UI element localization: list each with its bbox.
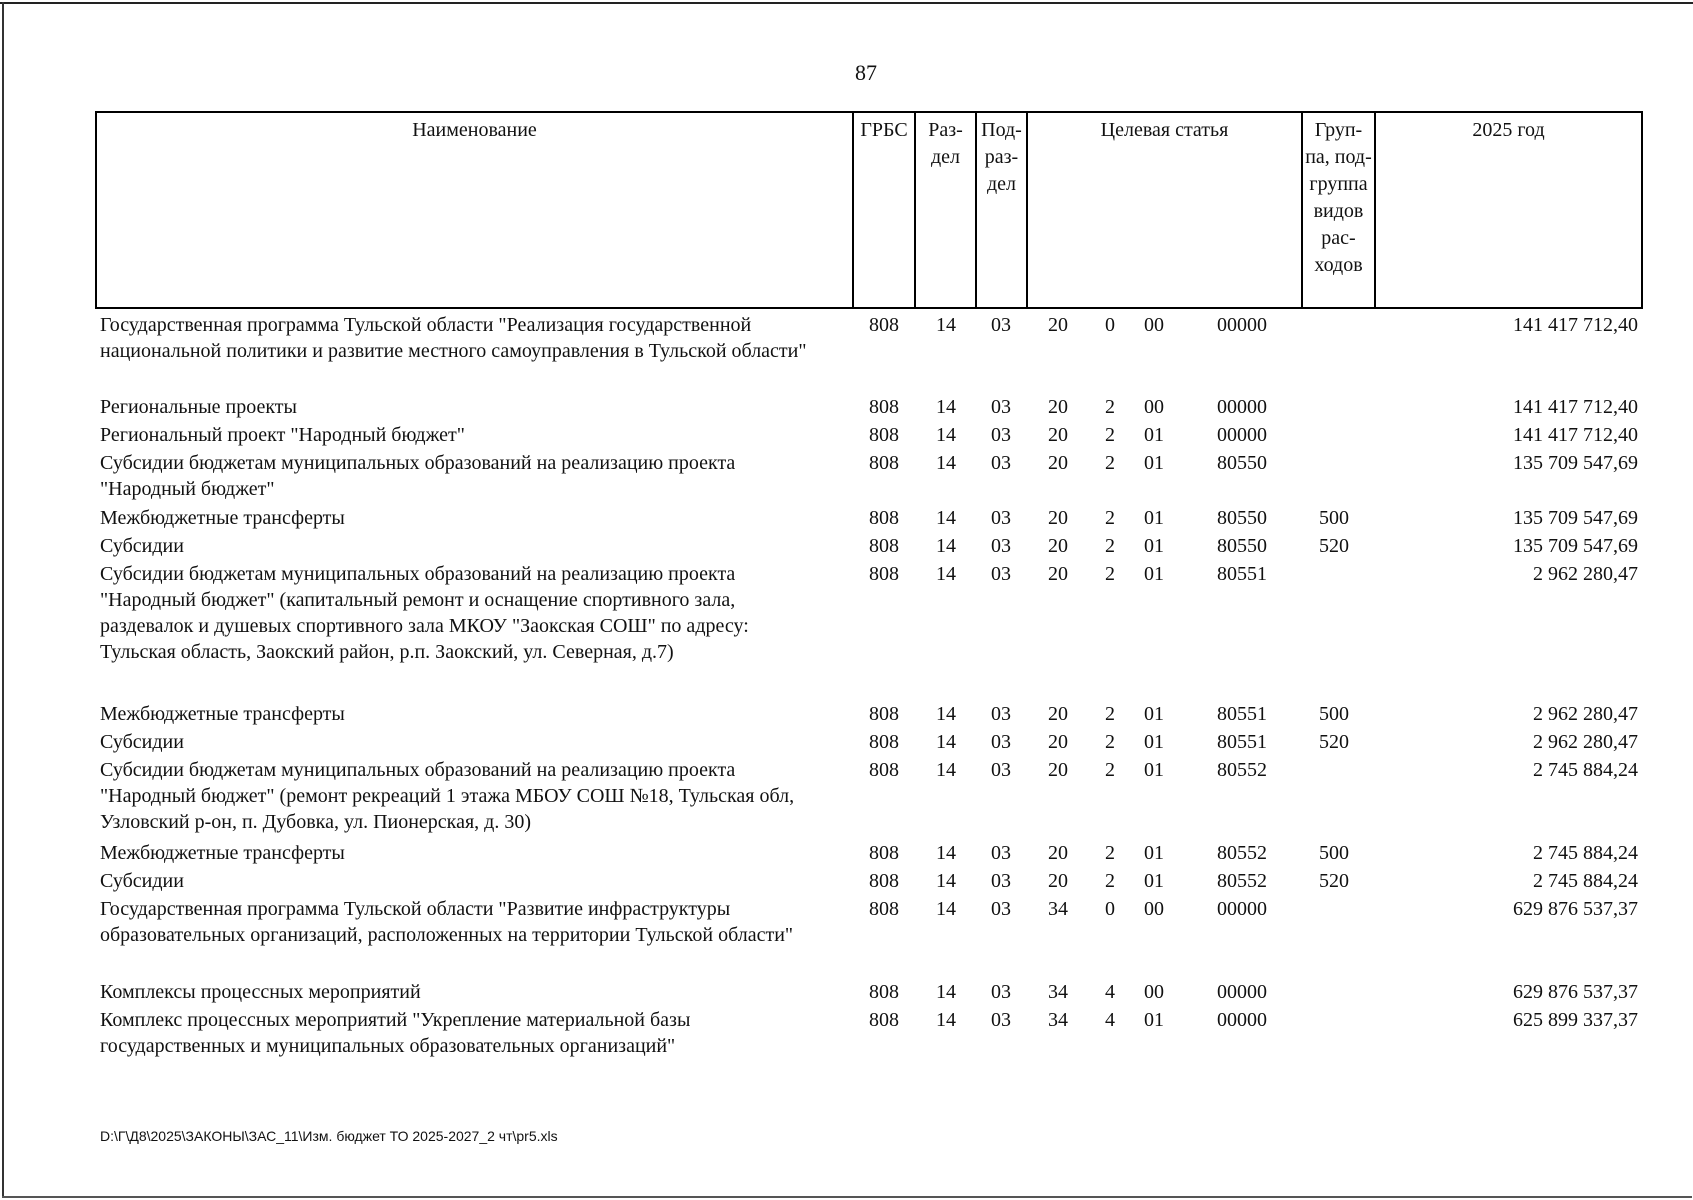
row-target-direction: 80550	[1217, 535, 1267, 557]
row-name: Государственная программа Тульской области "Развитие инфраструктуры образовательных организаций, расположенных на территории Тульской области"	[100, 898, 794, 946]
row-podrazdel: 03	[991, 870, 1011, 892]
row-target-direction: 00000	[1217, 424, 1267, 446]
row-sum: 141 417 712,40	[1513, 424, 1638, 446]
header-celevaya-statya: Целевая статья	[1028, 113, 1303, 307]
row-grbs: 808	[869, 535, 899, 557]
row-group: 520	[1319, 535, 1349, 557]
row-razdel: 14	[936, 703, 956, 725]
row-grbs: 808	[869, 396, 899, 418]
row-target-direction: 00000	[1217, 396, 1267, 418]
row-target-direction: 00000	[1217, 898, 1267, 920]
row-sum: 2 962 280,47	[1533, 731, 1638, 753]
row-name: Межбюджетные трансферты	[100, 842, 345, 864]
row-target-direction: 00000	[1217, 1009, 1267, 1031]
row-target-element: 01	[1144, 1009, 1164, 1031]
row-target-element: 01	[1144, 731, 1164, 753]
row-razdel: 14	[936, 314, 956, 336]
row-target-program: 20	[1048, 759, 1068, 781]
row-name: Субсидии бюджетам муниципальных образований на реализацию проекта "Народный бюджет"	[100, 452, 736, 500]
row-sum: 629 876 537,37	[1513, 898, 1638, 920]
row-target-type: 2	[1105, 703, 1115, 725]
row-target-program: 20	[1048, 563, 1068, 585]
page-border-left	[2, 2, 4, 1198]
row-target-type: 2	[1105, 452, 1115, 474]
row-grbs: 808	[869, 981, 899, 1003]
row-name: Субсидии	[100, 535, 184, 557]
row-razdel: 14	[936, 424, 956, 446]
row-razdel: 14	[936, 535, 956, 557]
row-podrazdel: 03	[991, 981, 1011, 1003]
row-grbs: 808	[869, 507, 899, 529]
row-group: 500	[1319, 507, 1349, 529]
row-target-type: 2	[1105, 759, 1115, 781]
row-target-program: 20	[1048, 424, 1068, 446]
row-target-element: 01	[1144, 535, 1164, 557]
row-target-program: 34	[1048, 898, 1068, 920]
row-sum: 2 745 884,24	[1533, 870, 1638, 892]
row-target-direction: 00000	[1217, 981, 1267, 1003]
header-gruppa: Груп- па, под- группа видов рас- ходов	[1303, 113, 1376, 307]
header-name: Наименование	[97, 113, 854, 307]
row-name: Региональные проекты	[100, 396, 297, 418]
row-grbs: 808	[869, 1009, 899, 1031]
row-razdel: 14	[936, 870, 956, 892]
row-target-type: 2	[1105, 535, 1115, 557]
page-border-top	[0, 2, 1693, 4]
header-podrazdel: Под- раз- дел	[977, 113, 1028, 307]
row-podrazdel: 03	[991, 452, 1011, 474]
row-target-type: 0	[1105, 314, 1115, 336]
row-name: Субсидии	[100, 731, 184, 753]
row-target-type: 2	[1105, 731, 1115, 753]
row-razdel: 14	[936, 842, 956, 864]
row-podrazdel: 03	[991, 396, 1011, 418]
row-podrazdel: 03	[991, 731, 1011, 753]
row-target-program: 20	[1048, 870, 1068, 892]
row-target-program: 20	[1048, 396, 1068, 418]
row-target-direction: 80550	[1217, 507, 1267, 529]
row-target-type: 4	[1105, 981, 1115, 1003]
row-grbs: 808	[869, 870, 899, 892]
row-podrazdel: 03	[991, 1009, 1011, 1031]
row-name: Субсидии бюджетам муниципальных образований на реализацию проекта "Народный бюджет" (ремонт рекреаций 1 этажа МБОУ СОШ №18, Тульская обл, Узловский р-он, п. Дубовка, ул. Пионерская, д. 30)	[100, 759, 795, 833]
row-target-element: 01	[1144, 870, 1164, 892]
row-target-type: 2	[1105, 424, 1115, 446]
row-grbs: 808	[869, 759, 899, 781]
row-podrazdel: 03	[991, 314, 1011, 336]
row-podrazdel: 03	[991, 703, 1011, 725]
row-sum: 141 417 712,40	[1513, 314, 1638, 336]
row-target-element: 01	[1144, 703, 1164, 725]
row-grbs: 808	[869, 703, 899, 725]
table-header	[95, 111, 1643, 309]
row-target-direction: 80551	[1217, 563, 1267, 585]
row-grbs: 808	[869, 731, 899, 753]
row-name: Субсидии	[100, 870, 184, 892]
row-sum: 141 417 712,40	[1513, 396, 1638, 418]
row-group: 500	[1319, 703, 1349, 725]
row-target-element: 00	[1144, 981, 1164, 1003]
row-target-direction: 80550	[1217, 452, 1267, 474]
row-target-program: 20	[1048, 507, 1068, 529]
row-target-element: 00	[1144, 898, 1164, 920]
row-target-direction: 80552	[1217, 870, 1267, 892]
row-target-direction: 00000	[1217, 314, 1267, 336]
row-podrazdel: 03	[991, 563, 1011, 585]
row-sum: 2 745 884,24	[1533, 759, 1638, 781]
row-target-program: 20	[1048, 703, 1068, 725]
row-target-element: 01	[1144, 424, 1164, 446]
row-name: Региональный проект "Народный бюджет"	[100, 424, 465, 446]
page-border-bottom	[2, 1196, 1692, 1198]
row-target-type: 2	[1105, 563, 1115, 585]
header-razdel: Раз- дел	[916, 113, 977, 307]
row-sum: 625 899 337,37	[1513, 1009, 1638, 1031]
row-target-element: 01	[1144, 759, 1164, 781]
row-name: Государственная программа Тульской области "Реализация государственной национальной политики и развитие местного самоуправления в Тульской области"	[100, 314, 807, 362]
row-target-element: 00	[1144, 396, 1164, 418]
row-grbs: 808	[869, 563, 899, 585]
row-grbs: 808	[869, 842, 899, 864]
page-number: 87	[855, 60, 877, 85]
row-target-type: 2	[1105, 842, 1115, 864]
row-grbs: 808	[869, 424, 899, 446]
row-target-direction: 80552	[1217, 842, 1267, 864]
row-sum: 135 709 547,69	[1513, 535, 1638, 557]
row-target-direction: 80551	[1217, 731, 1267, 753]
row-target-program: 20	[1048, 452, 1068, 474]
row-name: Комплексы процессных мероприятий	[100, 981, 421, 1003]
row-razdel: 14	[936, 452, 956, 474]
row-grbs: 808	[869, 898, 899, 920]
row-razdel: 14	[936, 396, 956, 418]
row-target-program: 20	[1048, 314, 1068, 336]
header-year: 2025 год	[1472, 119, 1545, 141]
row-target-program: 34	[1048, 981, 1068, 1003]
row-target-element: 01	[1144, 842, 1164, 864]
row-podrazdel: 03	[991, 842, 1011, 864]
row-sum: 2 962 280,47	[1533, 563, 1638, 585]
row-sum: 2 745 884,24	[1533, 842, 1638, 864]
row-target-element: 01	[1144, 507, 1164, 529]
row-razdel: 14	[936, 759, 956, 781]
row-razdel: 14	[936, 898, 956, 920]
row-target-direction: 80552	[1217, 759, 1267, 781]
row-target-program: 34	[1048, 1009, 1068, 1031]
row-target-element: 01	[1144, 563, 1164, 585]
row-razdel: 14	[936, 1009, 956, 1031]
row-grbs: 808	[869, 452, 899, 474]
row-razdel: 14	[936, 731, 956, 753]
row-razdel: 14	[936, 563, 956, 585]
row-podrazdel: 03	[991, 535, 1011, 557]
row-group: 520	[1319, 731, 1349, 753]
footer-file-path: D:\Г\Д8\2025\ЗАКОНЫ\ЗАС_11\Изм. бюджет ТО 2025-2027_2 чт\pr5.xls	[100, 1128, 558, 1144]
row-razdel: 14	[936, 981, 956, 1003]
row-razdel: 14	[936, 507, 956, 529]
header-grbs: ГРБС	[854, 113, 916, 307]
row-target-program: 20	[1048, 535, 1068, 557]
row-target-type: 0	[1105, 898, 1115, 920]
row-sum: 629 876 537,37	[1513, 981, 1638, 1003]
row-grbs: 808	[869, 314, 899, 336]
row-target-element: 00	[1144, 314, 1164, 336]
row-target-type: 4	[1105, 1009, 1115, 1031]
row-sum: 135 709 547,69	[1513, 452, 1638, 474]
row-podrazdel: 03	[991, 507, 1011, 529]
row-target-program: 20	[1048, 842, 1068, 864]
row-podrazdel: 03	[991, 759, 1011, 781]
row-name: Межбюджетные трансферты	[100, 507, 345, 529]
row-target-type: 2	[1105, 507, 1115, 529]
row-target-type: 2	[1105, 396, 1115, 418]
row-target-element: 01	[1144, 452, 1164, 474]
row-name: Комплекс процессных мероприятий "Укрепление материальной базы государственных и муниципальных образовательных организаций"	[100, 1009, 691, 1057]
row-group: 500	[1319, 842, 1349, 864]
row-target-type: 2	[1105, 870, 1115, 892]
row-sum: 2 962 280,47	[1533, 703, 1638, 725]
row-name: Межбюджетные трансферты	[100, 703, 345, 725]
row-podrazdel: 03	[991, 898, 1011, 920]
row-target-direction: 80551	[1217, 703, 1267, 725]
row-name: Субсидии бюджетам муниципальных образований на реализацию проекта "Народный бюджет" (капитальный ремонт и оснащение спортивного зала, раздевалок и душевых спортивного зала МКОУ "Заокская СОШ" по адресу: Тульская область, Заокский район, р.п. Заокский, ул. Северная, д.7)	[100, 563, 749, 663]
row-group: 520	[1319, 870, 1349, 892]
row-target-program: 20	[1048, 731, 1068, 753]
row-podrazdel: 03	[991, 424, 1011, 446]
row-sum: 135 709 547,69	[1513, 507, 1638, 529]
